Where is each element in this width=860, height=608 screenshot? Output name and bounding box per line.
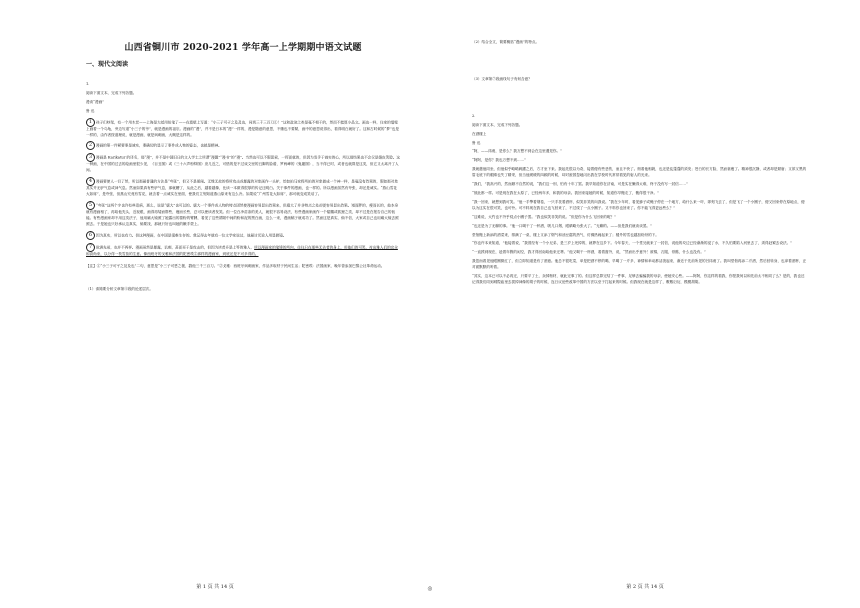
exam-title: 山西省铜川市 2020-2021 学年高一上学期期中语文试题	[124, 43, 362, 53]
article-title: 漫谈“漫画”	[86, 99, 105, 104]
article-paragraph: 堂倌搬上新添的酒菜来，排满了一桌，楼上又添了烟气和油豆腐的热气，仿佛热闹起来了；楼外的雪也越加纷纷的下。	[472, 232, 659, 237]
section-heading: 一、现代文阅读	[86, 61, 129, 68]
instruction-text: 阅读下面文本，完成下列各题。	[86, 90, 137, 95]
paragraph-number-icon: 1	[86, 118, 95, 127]
article-paragraph: “其实，这本已可以不必再迁，只要平了土，卖掉棺材，就此完事了的。但这样总算完结了一件事，足够去骗骗我的母亲，使她安心些。——阿阿，你这样的看我，你怪我何以和先前太不相同了么？是的，我也还记得我们同到城隍庙里去拔掉神像的胡子的时候，连日议论些改革中国的方法以至于打起来的时候。但我现在就是这样了，敷敷衍衍，模模胡胡。	[472, 274, 805, 284]
annotation-note: 【注】①“小三子可孑之及及也”二句，意思是“小三子可恶之极，戳他三千三百刀。”②戈雅：西班牙讽刺画家，作品多取材于民间生活；陀密埃：法国画家，晚年曾参加巴黎公社革命运动。	[86, 263, 385, 268]
question-number: 2.	[472, 113, 476, 118]
page-right	[427, 0, 860, 608]
article-paragraph	[86, 231, 400, 240]
article-paragraph: “我们，”我高兴的，然而颇不自然的说，“我们这一别，怕有十年了罢。我早知道你在济南，可是实在懒得太难，终于没有写一封信……”	[472, 182, 688, 187]
question-prompt: （1）请简要分析文章第④段的论述层次。	[86, 286, 153, 291]
paragraph-text: 漫画是 Karikatur 的译名，那“漫”，并不是中国旧日的文人学士之所谓“漫题”“漫书”的“漫”。当然也可以不假思索，一挥而就的，但因为发乎于诚实的心，所以那结果也不会仅是嬉皮笑脸。这一种画，在中国的过去的绘画里很少见，《百丑图》或《三十六声粉铎图》庶几近之，可惜的是不过戏文里的丑脚的脸谱，罗两峰的《鬼趣图》，当不得已时，或者也就算是这类，但它又太离开了人间。	[86, 155, 401, 173]
page-number-left: 第 1 页 共 14 页	[196, 584, 234, 590]
article-body	[86, 118, 400, 258]
underlined-sentence: 所以漫画家的笔锋的所向，往往只在那些无告者的身上，用他们的可笑，衬出雅人们的完全和高尚来，以分得一枝雪茄的生意。像西班牙的戈雅和法国的陀密埃②那样的漫画家，到底还是不可多得的。	[86, 245, 398, 256]
paragraph-text: 漫画要使人一目了然，所以那最普通的方法是“夸张”，但又不是胡闹。无缘无故的将所攻击或暴露的对象画作一头驴，恰如拍马家将所拍的对象做成一个神一样，是毫没有效果的，假如那对象其实并无驴气息或神气息。然而如果真有些驴气息，那就糟了，从此之后，越看越像，比读一本做得很厚的传记还明白。关于事件的漫画，也一样的。所以漫画虽然有夸张，却还是诚实。“燕山雪花大如席”，是夸张，但燕山究竟有雪花，就含着一点诚实在里面，使我们立刻知道燕山原来有这么冷。如果说“广州雪花大如席”，那可就变成笑话了。	[86, 179, 398, 197]
article-paragraph: “一直挨到现在，趁着年假的闲空，我才得回南给他来迁葬。”他又喝干一杯酒，看着窗外，说，“然而出乎意外！被棉，衣服，骨骼，什么也没有。”	[472, 250, 706, 255]
paragraph-text: 漫画的第一件紧要事是诚实，要确切的显示了事件或人物的姿态，也就是精神。	[96, 143, 222, 148]
paragraph-text: 欧洲先前，也并不两样。漫画虽然是暴露，讥刺，甚而至于是攻击的，但因为读者多是上等的雅人，所以漫画家的笔锋的所向，往往只在那些无告者的身上，用他们的可笑，衬出雅人们的完全和高尚来，以分得一枝雪茄的生意。像西班牙的戈雅和法国的陀密埃②那样的漫画家，到底还是不可多得的。	[86, 245, 398, 256]
article-author: 鲁 迅	[472, 140, 481, 145]
article-paragraph: “这难说，大约也不外乎绕点小圈子罢。”我也似笑非笑的说。“但是你为什么飞回来的呢？”	[472, 214, 616, 219]
article-body	[472, 149, 808, 285]
paragraph-number-icon: 5	[86, 201, 95, 210]
instruction-text: 阅读下面文本，完成下列各题。	[472, 122, 523, 127]
paragraph-number-icon: 2	[86, 141, 95, 150]
page-divider-icon: ◎	[427, 586, 433, 592]
paragraph-number-icon: 7	[86, 243, 95, 252]
article-title: 在酒楼上	[472, 131, 487, 136]
paragraph-number-icon: 6	[86, 231, 95, 240]
article-paragraph: “阿，——纬甫，是你么？我万想不到会在这里遇见你。”	[472, 149, 562, 154]
article-paragraph	[86, 153, 400, 174]
paragraph-text: “夸张”这两个字也许有些语病，那么，说是“廓大”也可以的。廓大一个事件或人物的特点固然使漫画容易显出效果来，但廓大了并非特点之处却更容易显出效果。矮而胖的，瘦而长的，他本身就有漫画相了，再给他禿头，近视眼，画得再矮而胖些，瘦而长些，总可以使读者发笑。但一位白净苗条的美人，就很不容易设法，有些漫画家画作一个骷髅或狐狸之类，却不过是在报告自己的低能。有些漫画家却不用这类法子，他用廓大镜照了她露出的搽粉的臂膊，看见了这些褶皱中间的粉和泥的黑白画，这么一来，漫画稿子就成功了。然而这是真实，倘不信，大家或自己也用廓大镜去照照去。于是她也只好承认这真实，倘要找，那就只好也叫她的嫩手蒙上。	[86, 203, 399, 226]
page-number-right: 第 2 页 共 14 页	[626, 584, 664, 590]
article-paragraph	[86, 201, 400, 228]
paragraph-number-icon: 3	[86, 153, 95, 162]
question-number: 1.	[86, 82, 90, 86]
article-paragraph: 我忽而看见他眼圈微红了，但立即知道是有了酒意。他总不很吃菜，单是把酒不停的喝，早喝了一斤多，神情和举动都活泼起来，渐近于先前所见的吕纬甫了。我叫堂倌再添二斤酒，然后回转身，也拿着酒杯，正对面默默的听着。	[472, 259, 807, 270]
question-prompt: （2）结合全文，简要概括“漫画”的特点。	[472, 40, 540, 44]
article-paragraph: “也还是为了无聊的事。”他一口喝干了一杯酒，吸几口烟，眼睛略为张大了。“无聊的。——但是我们就谈谈罢。”	[472, 223, 652, 228]
article-paragraph	[86, 141, 400, 150]
article-paragraph: “你也许本来知道，”他接着说，“我曾经有一个小兄弟，是三岁上死掉的，就葬在这乡下。今年春天，一个堂兄就来了一封信，说他的坟边已经渐渐的浸了水，不久怕要陷入河里去了，须得赶紧去设法。”	[472, 241, 792, 246]
question-prompt: （3）文章第⑦段画线句子有何含意？	[472, 76, 532, 81]
article-paragraph	[86, 177, 400, 198]
article-paragraph: “我一回来，就想到我可笑。”他一手擎着烟卷，一只手扶着酒杯，似笑非笑的向我说。“我在少年时，看见蜂子或蝇子停在一个地方，给什么来一吓，即刻飞去了，但是飞了一个小圈子，便又回来停在原地点，便以为这实在很可笑，也可怜。可不料现在我自己也飞回来了，不过绕了一点小圈子。又不料你也回来了。你不能飞得更远些么？”	[472, 199, 805, 210]
paragraph-number-icon: 4	[86, 177, 95, 186]
article-paragraph	[86, 243, 400, 258]
article-paragraph: 我就邀他同坐，但他似乎略略踌躇之后，方才坐下来。我起先很以为奇，接着便有些悲伤，而且不快了。细看他相貌，也还是乱蓬蓬的须发；苍白的长方脸，然而衰瘦了。精神很沉静，或者却是颓唐；又浓又黑的眉毛底下的眼睛也失了精采，但当他缓缓的四顾的时候，却对废园忽地闪出我在学校时代常常看见的射人的光来。	[472, 167, 807, 178]
article-paragraph	[86, 118, 400, 139]
article-paragraph: “阿阿，是你？我也万想不到……”	[472, 158, 526, 163]
paragraph-text: 孩子们吵架，有一个用木炭——上海是大抵用铅笔了——在墙壁上写道：“小三子可孑之及及也，同到三千三百刀①！”这和政治之类是毫不相干的，然而不能算小品文。画也一样，住家的墙壁上画着一个乌龟，旁边写道“小三子的爷”，就是漫画的祖宗。漫画的“漫”，并不是日本的“漫”一样的，漫是随意的意思，不懂也不要紧，画中的意思说得出，看得明白就好了。这和古时候的“梦”也是一样的，由作者按道理说，就是漫画，就是讽刺画，大概是这样的。	[86, 120, 399, 137]
article-author: 鲁 迅	[86, 108, 95, 113]
article-paragraph: “彼此都一样。可是现在我在太原了，已经两年多，和我的母亲。我回来接她的时候，知道你早搬走了，搬得很干净。”	[472, 190, 659, 195]
paragraph-text: 因为真实，所以也有力。但这种漫画，在中国是很难生存的。我记得去年就有一位文学家说过，他最讨厌论人用显微镜。	[96, 233, 287, 238]
